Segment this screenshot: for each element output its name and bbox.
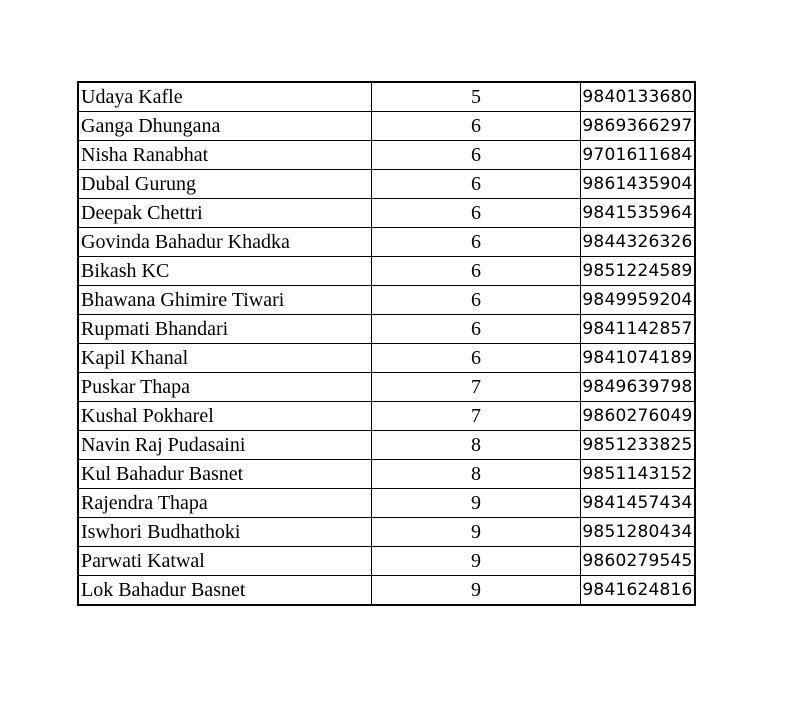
table-row <box>78 431 695 460</box>
name-cell[interactable]: Deepak Chettri <box>78 199 372 228</box>
class-cell[interactable]: 9 <box>372 489 581 518</box>
table-row <box>78 373 695 402</box>
phone-cell[interactable]: 9860276049 <box>581 402 696 431</box>
phone-cell[interactable]: 9841074189 <box>581 344 696 373</box>
phone-cell[interactable]: 9841535964 <box>581 199 696 228</box>
table-body <box>78 82 695 605</box>
table-row <box>78 547 695 576</box>
class-cell[interactable]: 6 <box>372 257 581 286</box>
name-cell[interactable]: Kushal Pokharel <box>78 402 372 431</box>
name-cell[interactable]: Govinda Bahadur Khadka <box>78 228 372 257</box>
class-cell[interactable]: 9 <box>372 518 581 547</box>
name-cell[interactable]: Rupmati Bhandari <box>78 315 372 344</box>
table-row <box>78 460 695 489</box>
name-cell[interactable]: Iswhori Budhathoki <box>78 518 372 547</box>
phone-cell[interactable]: 9849959204 <box>581 286 696 315</box>
table-row <box>78 112 695 141</box>
name-cell[interactable]: Parwati Katwal <box>78 547 372 576</box>
name-cell[interactable]: Kul Bahadur Basnet <box>78 460 372 489</box>
table-row <box>78 402 695 431</box>
class-cell[interactable]: 9 <box>372 576 581 606</box>
name-cell[interactable]: Nisha Ranabhat <box>78 141 372 170</box>
class-cell[interactable]: 6 <box>372 199 581 228</box>
class-cell[interactable]: 6 <box>372 170 581 199</box>
table-row <box>78 170 695 199</box>
phone-cell[interactable]: 9861435904 <box>581 170 696 199</box>
class-cell[interactable]: 7 <box>372 373 581 402</box>
name-cell[interactable]: Udaya Kafle <box>78 82 372 112</box>
phone-cell[interactable]: 9851233825 <box>581 431 696 460</box>
phone-cell[interactable]: 9841142857 <box>581 315 696 344</box>
table-row <box>78 489 695 518</box>
name-cell[interactable]: Bikash KC <box>78 257 372 286</box>
table-row <box>78 576 695 606</box>
class-cell[interactable]: 8 <box>372 431 581 460</box>
name-cell[interactable]: Rajendra Thapa <box>78 489 372 518</box>
table-row <box>78 315 695 344</box>
table-row <box>78 257 695 286</box>
class-cell[interactable]: 6 <box>372 344 581 373</box>
class-cell[interactable]: 6 <box>372 141 581 170</box>
class-cell[interactable]: 5 <box>372 82 581 112</box>
name-cell[interactable]: Lok Bahadur Basnet <box>78 576 372 606</box>
phone-cell[interactable]: 9869366297 <box>581 112 696 141</box>
phone-cell[interactable]: 9860279545 <box>581 547 696 576</box>
phone-cell[interactable]: 9701611684 <box>581 141 696 170</box>
phone-cell[interactable]: 9841457434 <box>581 489 696 518</box>
phone-cell[interactable]: 9841624816 <box>581 576 696 606</box>
name-cell[interactable]: Bhawana Ghimire Tiwari <box>78 286 372 315</box>
class-cell[interactable]: 6 <box>372 228 581 257</box>
contact-table <box>77 81 696 606</box>
phone-cell[interactable]: 9851280434 <box>581 518 696 547</box>
phone-cell[interactable]: 9849639798 <box>581 373 696 402</box>
name-cell[interactable]: Navin Raj Pudasaini <box>78 431 372 460</box>
class-cell[interactable]: 6 <box>372 286 581 315</box>
class-cell[interactable]: 9 <box>372 547 581 576</box>
table-row <box>78 141 695 170</box>
table-row <box>78 286 695 315</box>
name-cell[interactable]: Ganga Dhungana <box>78 112 372 141</box>
name-cell[interactable]: Dubal Gurung <box>78 170 372 199</box>
table-row <box>78 344 695 373</box>
name-cell[interactable]: Kapil Khanal <box>78 344 372 373</box>
class-cell[interactable]: 6 <box>372 112 581 141</box>
phone-cell[interactable]: 9840133680 <box>581 82 696 112</box>
name-cell[interactable]: Puskar Thapa <box>78 373 372 402</box>
phone-cell[interactable]: 9851143152 <box>581 460 696 489</box>
table-row <box>78 199 695 228</box>
table-row <box>78 82 695 112</box>
phone-cell[interactable]: 9844326326 <box>581 228 696 257</box>
class-cell[interactable]: 8 <box>372 460 581 489</box>
table-row <box>78 228 695 257</box>
phone-cell[interactable]: 9851224589 <box>581 257 696 286</box>
class-cell[interactable]: 6 <box>372 315 581 344</box>
class-cell[interactable]: 7 <box>372 402 581 431</box>
table-row <box>78 518 695 547</box>
